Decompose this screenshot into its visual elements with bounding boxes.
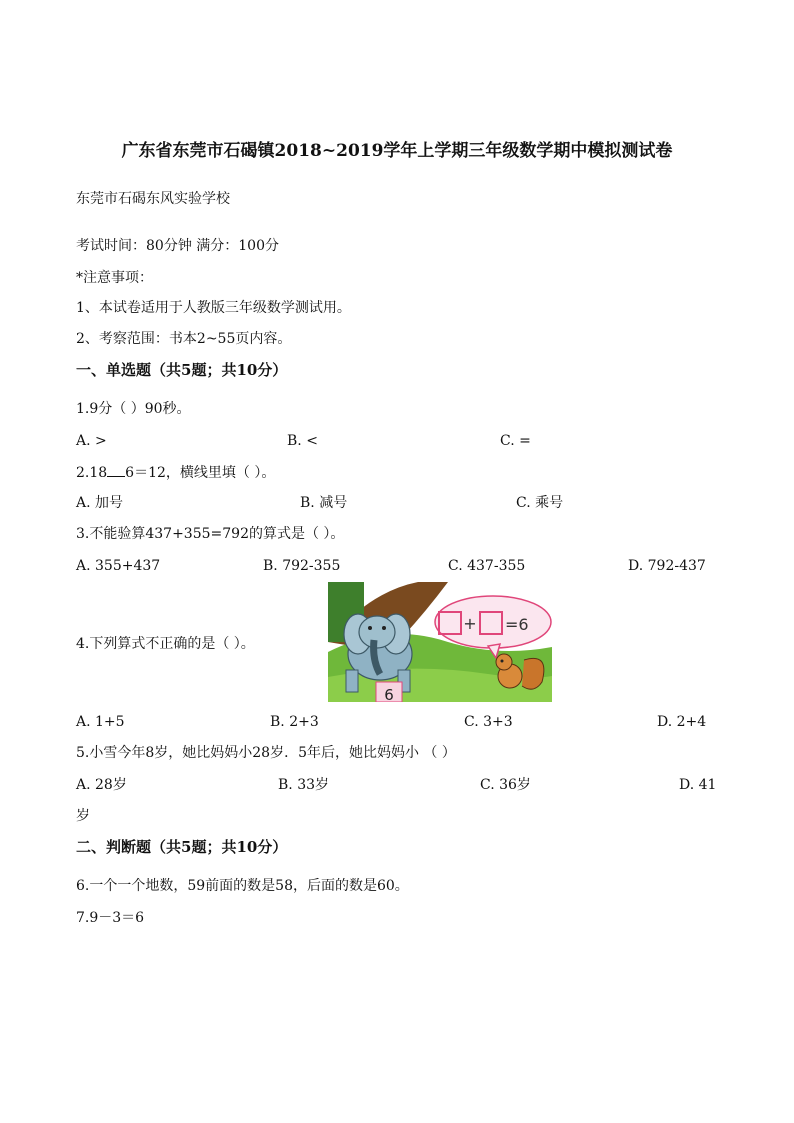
question-1: 1.9分（ ）90秒。: [76, 401, 191, 417]
elephant-squirrel-illustration: [328, 582, 552, 702]
question-2: [76, 462, 275, 483]
q1-option-b: B. <: [287, 433, 318, 449]
notes-heading: *注意事项：: [76, 270, 153, 286]
section-1-heading: 一、单选题（共5题；共10分）: [76, 361, 288, 379]
q2-option-a: A. 加号: [76, 495, 124, 511]
q1-option-a: A. >: [76, 433, 107, 449]
q3-option-a: A. 355+437: [76, 558, 161, 574]
q4-option-c: C. 3+3: [464, 714, 513, 730]
question-3: 3.不能验算437+355=792的算式是（ ）。: [76, 526, 345, 542]
q5-option-d: D. 41: [679, 777, 717, 793]
q2-stem-start: 2.18: [76, 465, 108, 481]
q5-option-d-wrap: 岁: [76, 808, 90, 824]
q5-option-b: B. 33岁: [278, 777, 330, 793]
question-6: 6.一个一个地数，59前面的数是58，后面的数是60。: [76, 878, 409, 894]
exam-info: 考试时间：80分钟 满分：100分: [76, 238, 279, 254]
q4-option-d: D. 2+4: [657, 714, 707, 730]
bubble-plus: +: [463, 614, 477, 633]
q4-option-a: A. 1+5: [76, 714, 125, 730]
q3-option-b: B. 792-355: [263, 558, 341, 574]
page-title: 广东省东莞市石碣镇2018~2019学年上学期三年级数学期中模拟测试卷: [121, 141, 673, 161]
q2-option-c: C. 乘号: [516, 495, 564, 511]
box-number: 6: [384, 686, 394, 702]
question-4: 4.下列算式不正确的是（ ）。: [76, 636, 255, 652]
q2-blank: [107, 462, 125, 477]
q4-option-b: B. 2+3: [270, 714, 319, 730]
q5-option-c: C. 36岁: [480, 777, 531, 793]
note-1: 1、本试卷适用于人教版三年级数学测试用。: [76, 300, 351, 316]
q3-option-d: D. 792-437: [628, 558, 706, 574]
question-7: 7.9－3＝6: [76, 910, 145, 926]
bubble-equals-six: =6: [505, 615, 529, 634]
q5-option-a: A. 28岁: [76, 777, 127, 793]
q1-option-c: C. =: [500, 433, 531, 449]
q3-option-c: C. 437-355: [448, 558, 526, 574]
section-2-heading: 二、判断题（共5题；共10分）: [76, 838, 288, 856]
q2-stem-end: 6＝12，横线里填（ ）。: [125, 465, 276, 481]
note-2: 2、考察范围：书本2~55页内容。: [76, 331, 292, 347]
question-5: 5.小雪今年8岁，她比妈妈小28岁．5年后，她比妈妈小 （ ）: [76, 745, 456, 761]
school-name: 东莞市石碣东风实验学校: [76, 191, 230, 207]
q2-option-b: B. 减号: [300, 495, 348, 511]
